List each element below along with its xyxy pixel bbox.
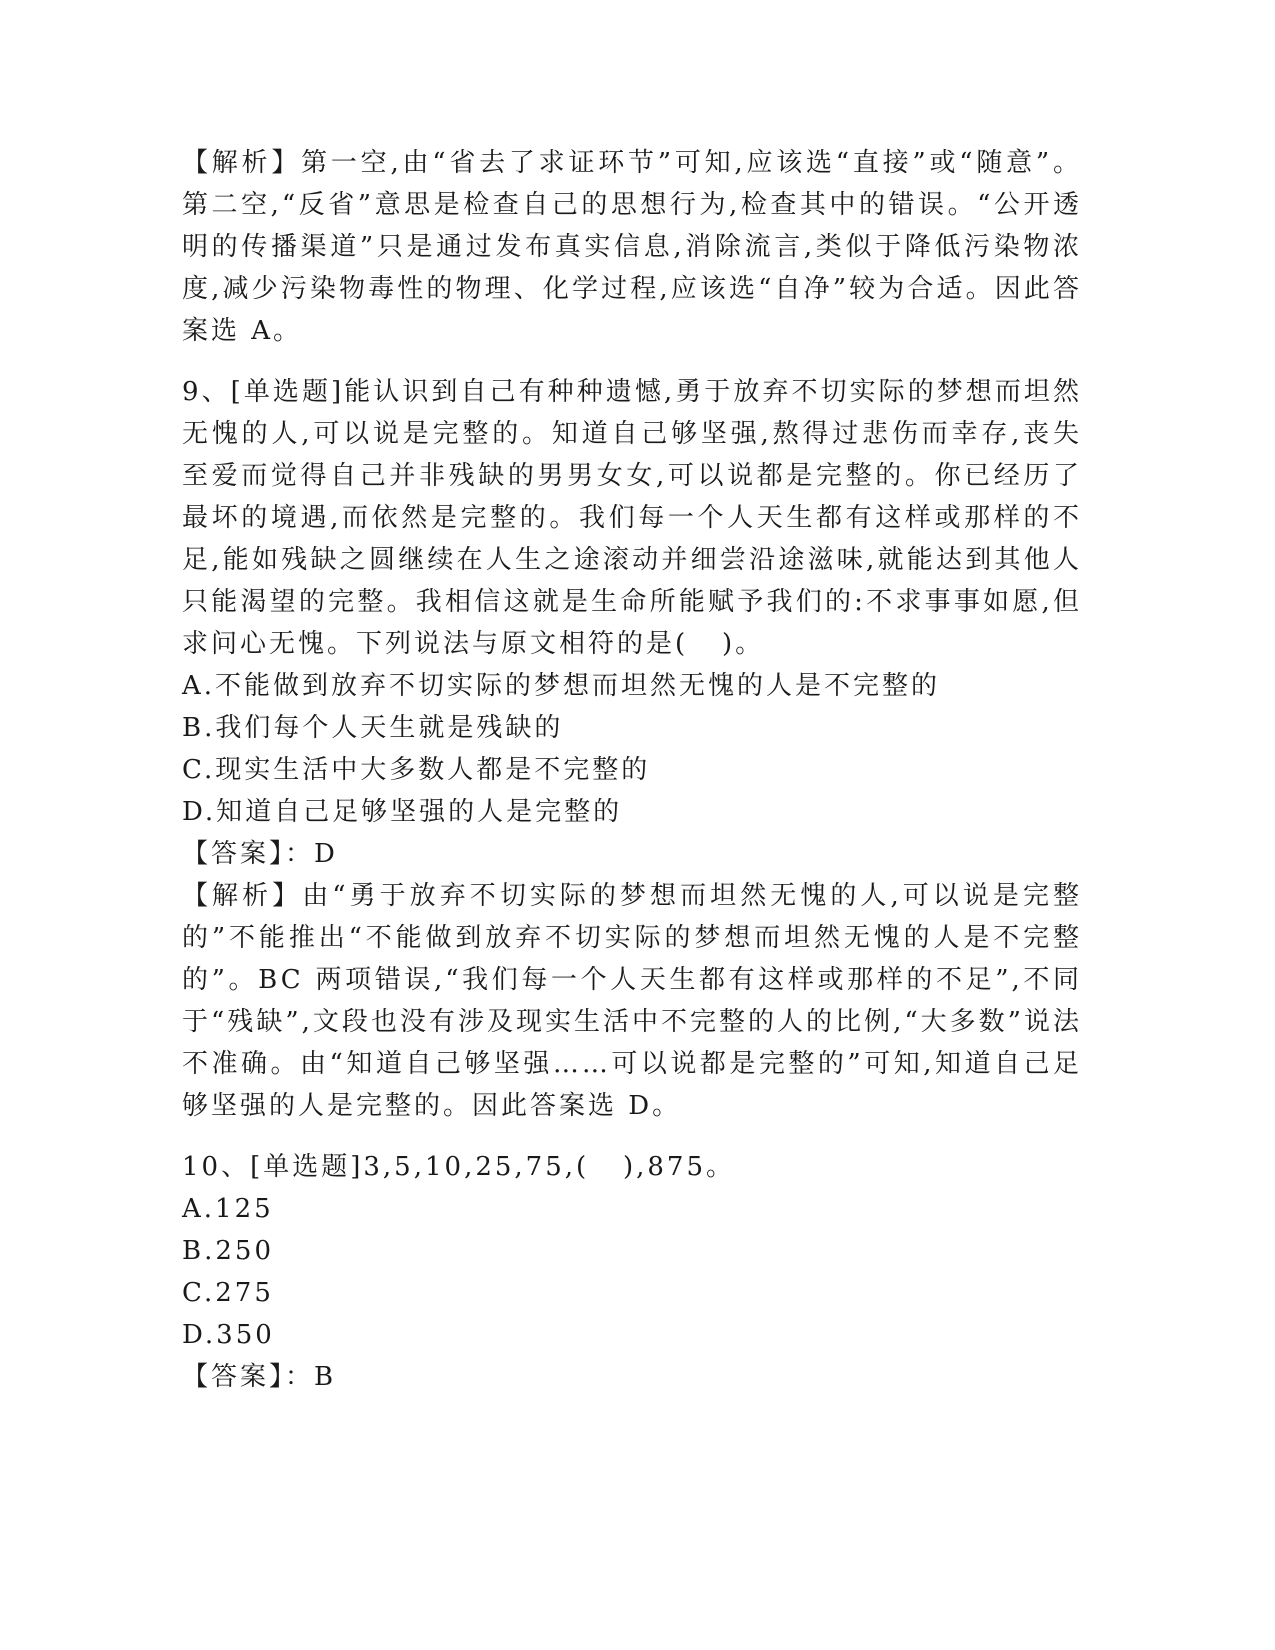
q9-option-b: B.我们每个人天生就是残缺的 xyxy=(182,713,564,743)
q10-option-c: C.275 xyxy=(182,1278,274,1308)
q10-stem: 10、[单选题]3,5,10,25,75,( ),875。 xyxy=(182,1152,736,1182)
q10-option-a: A.125 xyxy=(182,1194,274,1224)
q9-analysis: 【解析】由“勇于放弃不切实际的梦想而坦然无愧的人,可以说是完整的”不能推出“不能做到放弃不切实际的梦想而坦然无愧的人是不完整的”。BC 两项错误,“我们每一个人天生都有这样或那样的不足”,不同于“残缺”,文段也没有涉及现实生活中不完整的人的比例,“大多数”说法不准确。由“知道自己够坚强……可以说都是完整的”可知,知道自己足够坚强的人是完整的。因此答案选 D。 xyxy=(182,881,1082,1121)
q10-answer: 【答案】：B xyxy=(182,1362,337,1392)
section-gap xyxy=(182,352,1082,371)
q9-option-a: A.不能做到放弃不切实际的梦想而坦然无愧的人是不完整的 xyxy=(182,671,941,701)
q10-option-b: B.250 xyxy=(182,1236,274,1266)
q9-option-d: D.知道自己足够坚强的人是完整的 xyxy=(182,797,623,827)
q10-option-d: D.350 xyxy=(182,1320,275,1350)
q9-stem: 9、[单选题]能认识到自己有种种遗憾,勇于放弃不切实际的梦想而坦然无愧的人,可以说是完整的。知道自己够坚强,熬得过悲伤而幸存,丧失至爱而觉得自己并非残缺的男男女女,可以说都是完整的。你已经历了最坏的境遇,而依然是完整的。我们每一个人天生都有这样或那样的不足,能如残缺之圆继续在人生之途滚动并细尝沿途滋味,就能达到其他人只能渴望的完整。我相信这就是生命所能赋予我们的:不求事事如愿,但求问心无愧。下列说法与原文相符的是( )。 xyxy=(182,377,1082,659)
q9-answer: 【答案】：D xyxy=(182,839,338,869)
q9-option-c: C.现实生活中大多数人都是不完整的 xyxy=(182,755,651,785)
q8-analysis: 【解析】第一空,由“省去了求证环节”可知,应该选“直接”或“随意”。第二空,“反省”意思是检查自己的思想行为,检查其中的错误。“公开透明的传播渠道”只是通过发布真实信息,消除流言,类似于降低污染物浓度,减少污染物毒性的物理、化学过程,应该选“自净”较为合适。因此答案选 A。 xyxy=(182,148,1082,346)
document-page xyxy=(182,142,1082,1398)
section-gap xyxy=(182,1127,1082,1146)
